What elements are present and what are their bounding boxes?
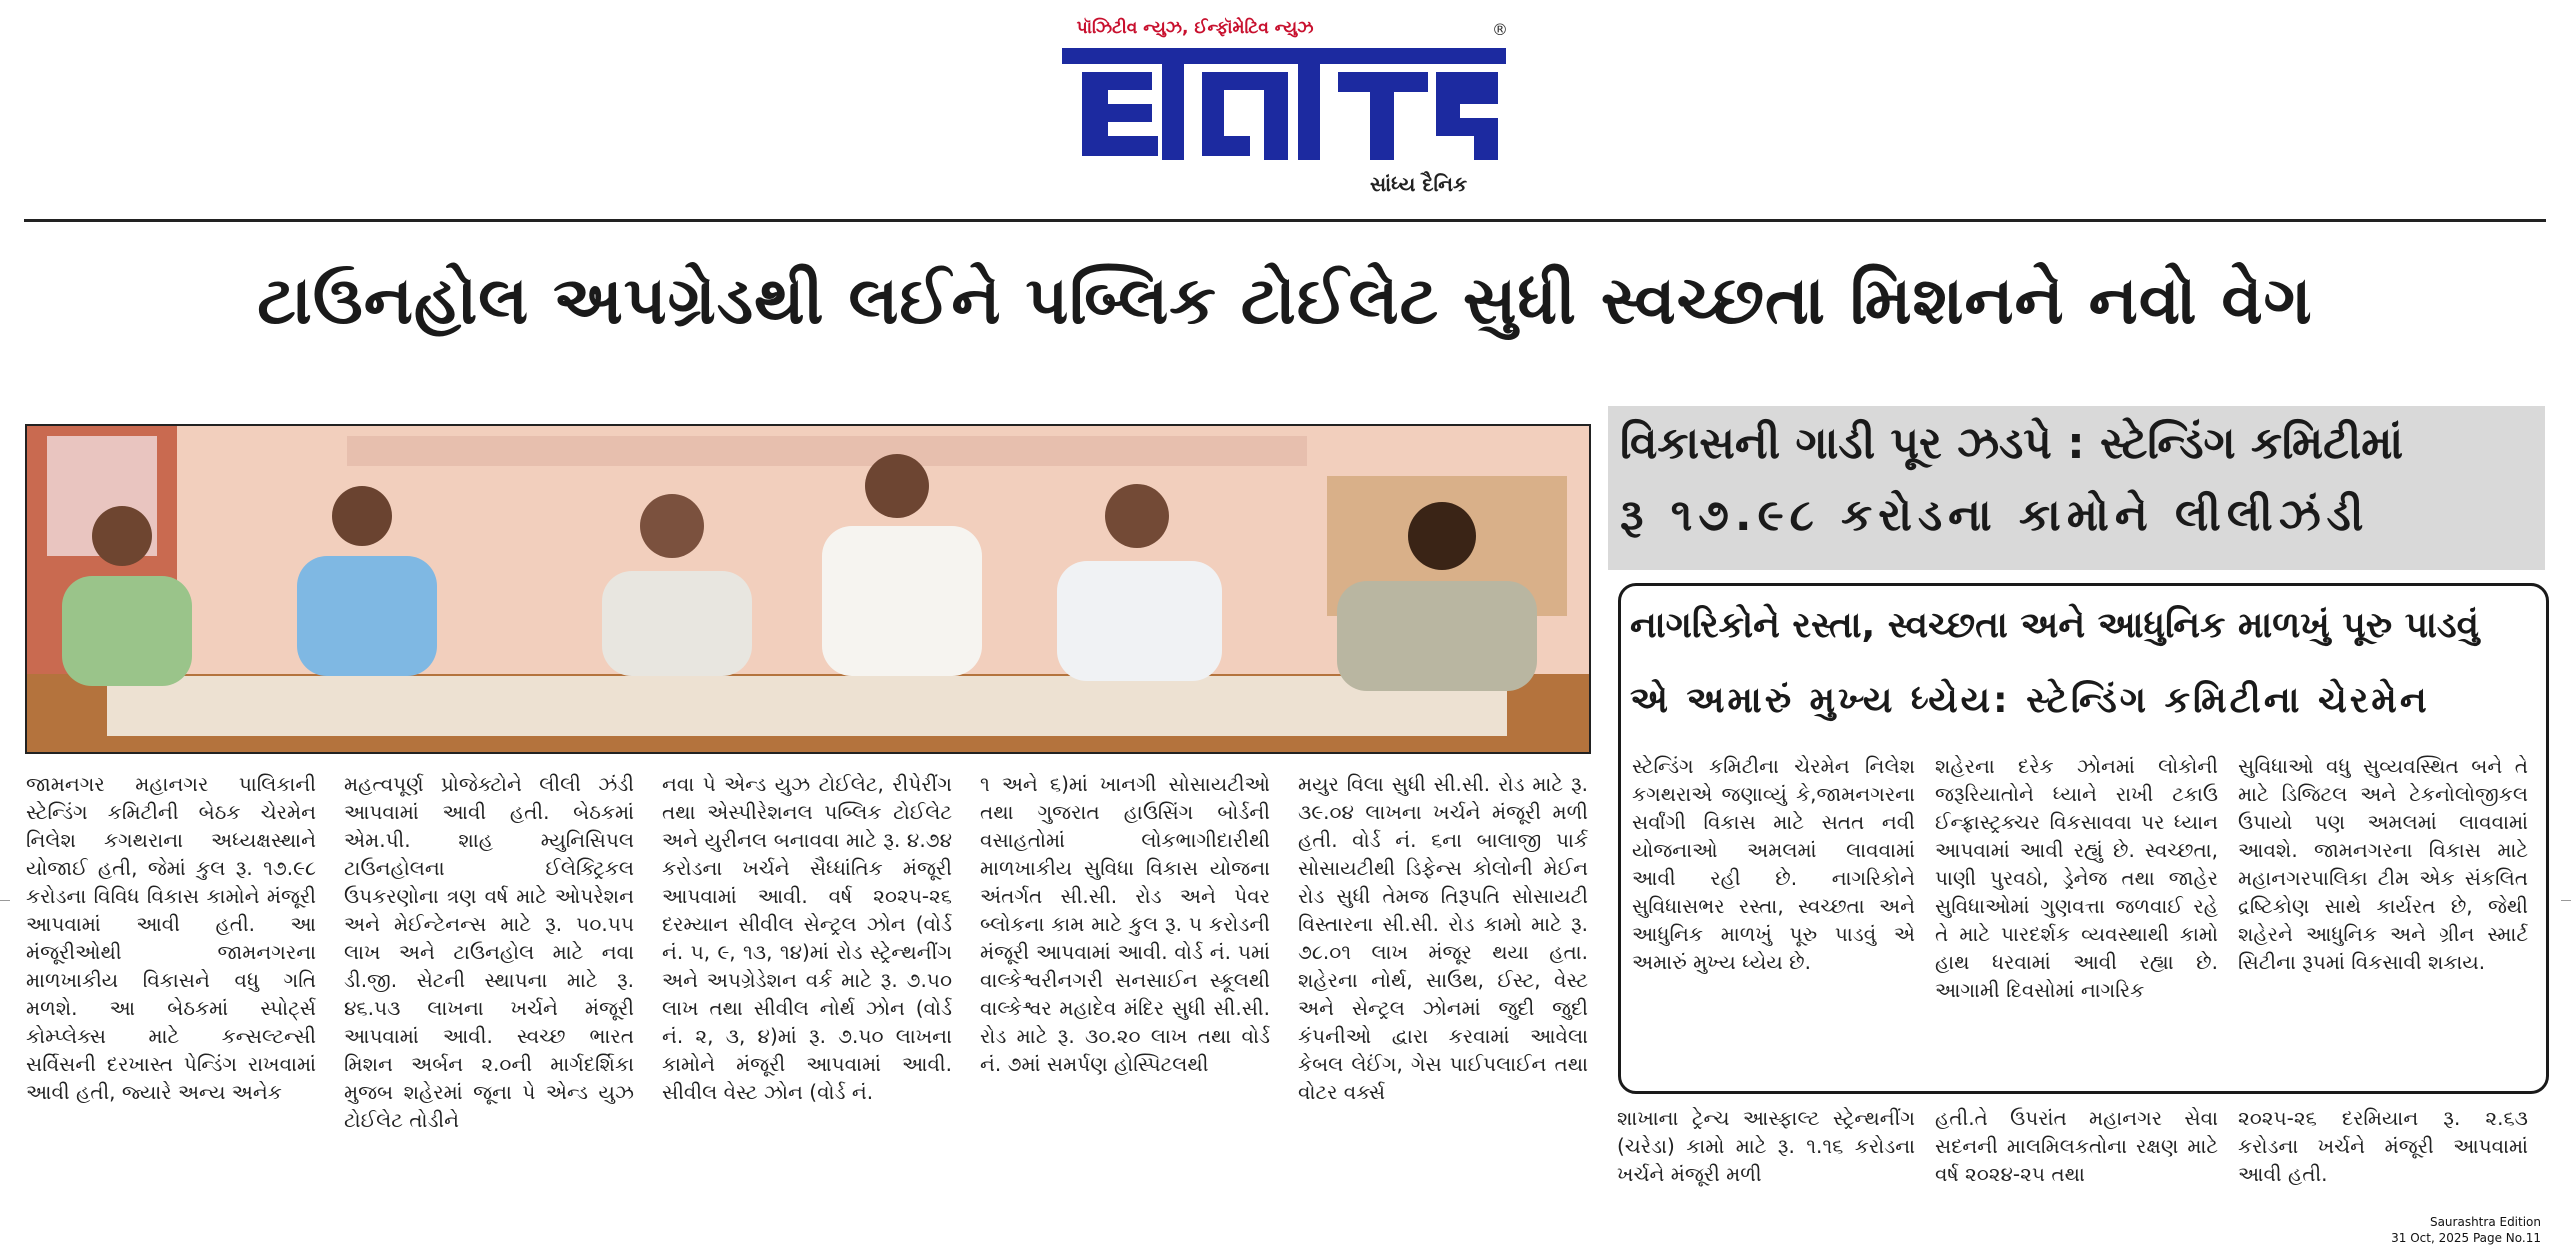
main-headline: ટાઉનહોલ અપગ્રેડથી લઈને પબ્લિક ટોઈલેટ સુધી સ્વચ્છતા મિશનને નવો વેગ <box>257 262 2313 339</box>
quote-line-2: એ અમારું મુખ્ય ધ્યેય: સ્ટેન્ડિંગ કમિટીના ચેરમેન <box>1630 680 2430 721</box>
article-column-1: જામનગર મહાનગર પાલિકાની સ્ટેન્ડિંગ કમિટીની બેઠક ચેરમેન નિલેશ કગથરાના અધ્યક્ષસ્થાને યોજાઈ હતી, જેમાં કુલ રૂ. ૧૭.૯૮ કરોડના વિવિધ વિકાસ કામોને મંજૂરી આપવામાં આવી હતી. આ મંજૂરીઓથી જામનગરના માળખાકીય વિકાસને વધુ ગતિ મળશે. આ બેઠકમાં સ્પોર્ટ્સ કોમ્પ્લેક્સ માટે કન્સલ્ટન્સી સર્વિસની દરખાસ્ત પેન્ડિંગ રાખવામાં આવી હતી, જ્યારે અન્ય અનેક <box>26 772 316 1104</box>
edition-label: Saurashtra Edition <box>2429 1215 2541 1229</box>
subheadline-line-2: રૂ ૧૭.૯૮ કરોડના કામોને લીલીઝંડી <box>1620 490 2370 541</box>
continuation-column-3: ૨૦૨૫-૨૬ દરમિયાન રૂ. ૨.૬૩ કરોડના ખર્ચને મંજૂરી આપવામાં આવી હતી. <box>2238 1106 2528 1186</box>
abtak-logo <box>1062 42 1506 160</box>
continuation-column-1: શાખાના ટ્રેન્ચ આસ્ફાલ્ટ સ્ટ્રેન્થનીંગ (ચરેડા) કામો માટે રૂ. ૧.૧૬ કરોડના ખર્ચને મંજૂરી મળી <box>1617 1106 1915 1186</box>
margin-mark-right <box>2561 900 2571 901</box>
quote-line-1: નાગરિકોને રસ્તા, સ્વચ્છતા અને આધુનિક માળખું પૂરુ પાડવું <box>1630 605 2480 646</box>
sub-brand: સાંધ્ય દૈનિક <box>1370 172 1468 196</box>
subheadline-line-1: વિકાસની ગાડી પૂર ઝડપે : સ્ટેન્ડિંગ કમિટીમાં <box>1620 418 2404 469</box>
meeting-photo <box>25 424 1591 754</box>
article-column-4: ૧ અને ૬)માં ખાનગી સોસાયટીઓ તથા ગુજરાત હાઉસિંગ બોર્ડની વસાહતોમાં લોકભાગીદારીથી માળખાકીય સુવિધા વિકાસ યોજના અંતર્ગત સી.સી. રોડ અને પેવર બ્લોકના કામ માટે કુલ રૂ. ૫ કરોડની મંજૂરી આપવામાં આવી. વોર્ડ નં. ૫માં વાલ્કેશ્વરીનગરી સનસાઈન સ્કૂલથી વાલ્કેશ્વર મહાદેવ મંદિર સુધી સી.સી. રોડ માટે રૂ. ૩૦.૨૦ લાખ તથા વોર્ડ નં. ૭માં સમર્પણ હોસ્પિટલથી <box>980 772 1270 1076</box>
quote-column-1: સ્ટેન્ડિંગ કમિટીના ચેરમેન નિલેશ કગથરાએ જણાવ્યું કે,જામનગરના સર્વાંગી વિકાસ માટે સતત નવી યોજનાઓ અમલમાં લાવવામાં આવી રહી છે. નાગરિકોને સુવિધાસભર રસ્તા, સ્વચ્છતા અને આધુનિક માળખું પૂરુ પાડવું એ અમારું મુખ્ય ધ્યેય છે. <box>1632 754 1915 974</box>
registered-mark: ® <box>1492 20 1508 39</box>
page-footer <box>2391 1214 2541 1246</box>
masthead-tagline: પૉઝિટીવ ન્યુઝ, ઈન્ફૉમેટિવ ન્યુઝ <box>1076 18 1314 38</box>
continuation-column-2: હતી.તે ઉપરાંત મહાનગર સેવા સદનની માલમિલકતોના રક્ષણ માટે વર્ષ ૨૦૨૪-૨૫ તથા <box>1935 1106 2218 1186</box>
article-column-5: મયુર વિલા સુધી સી.સી. રોડ માટે રૂ. ૩૯.૦૪ લાખના ખર્ચને મંજૂરી મળી હતી. વોર્ડ નં. ૬ના બાલાજી પાર્ક સોસાયટીથી ડિફેન્સ કોલોની મેઈન રોડ સુધી તેમજ તિરૂપતિ સોસાયટી વિસ્તારના સી.સી. રોડ કામો માટે રૂ. ૭૮.૦૧ લાખ મંજૂર થયા હતા. શહેરના નોર્થ, સાઉથ, ઈસ્ટ, વેસ્ટ અને સેન્ટ્રલ ઝોનમાં જુદી જુદી કંપનીઓ દ્વારા કરવામાં આવેલા કેબલ લેઈંગ, ગેસ પાઈપલાઈન તથા વોટર વર્ક્સ <box>1298 772 1588 1104</box>
margin-mark-left <box>0 900 10 901</box>
article-column-3: નવા પે એન્ડ યુઝ ટોઈલેટ, રીપેરીંગ તથા એસ્પીરેશનલ પબ્લિક ટોઈલેટ અને યુરીનલ બનાવવા માટે રૂ. ૪.૭૪ કરોડના ખર્ચને સૈધ્ધાંતિક મંજૂરી આપવામાં આવી. વર્ષ ૨૦૨૫-૨૬ દરમ્યાન સીવીલ સેન્ટ્રલ ઝોન (વોર્ડ નં. ૫, ૯, ૧૩, ૧૪)માં રોડ સ્ટ્રેન્થનીંગ અને અપગ્રેડેશન વર્ક માટે રૂ. ૭.૫૦ લાખ તથા સીવીલ નોર્થ ઝોન (વોર્ડ નં. ૨, ૩, ૪)માં રૂ. ૭.૫૦ લાખના કામોને મંજૂરી આપવામાં આવી. સીવીલ વેસ્ટ ઝોન (વોર્ડ નં. <box>662 772 952 1104</box>
meeting-photo-illustration <box>27 426 1589 752</box>
quote-column-2: શહેરના દરેક ઝોનમાં લોકોની જરૂરિયાતોને ધ્યાને રાખી ટકાઉ ઈન્ફ્રાસ્ટ્રક્ચર વિકસાવવા પર ધ્યાન આપવામાં આવી રહ્યું છે. સ્વચ્છતા, પાણી પુરવઠો, ડ્રેનેજ તથા જાહેર સુવિધાઓમાં ગુણવત્તા જળવાઈ રહે તે માટે પારદર્શક વ્યવસ્થાથી કામો હાથ ધરવામાં આવી રહ્યા છે. આગામી દિવસોમાં નાગરિક <box>1935 754 2218 1002</box>
masthead-rule <box>24 219 2546 222</box>
date-page-label: 31 Oct, 2025 Page No.11 <box>2391 1231 2541 1245</box>
article-column-2: મહત્વપૂર્ણ પ્રોજેક્ટોને લીલી ઝંડી આપવામાં આવી હતી. બેઠકમાં એમ.પી. શાહ મ્યુનિસિપલ ટાઉનહોલના ઈલેક્ટ્રિકલ ઉપકરણોના ત્રણ વર્ષ માટે ઓપરેશન અને મેઈન્ટેનન્સ માટે રૂ. ૫૦.૫૫ લાખ અને ટાઉનહોલ માટે નવા ડી.જી. સેટની સ્થાપના માટે રૂ. ૪૬.૫૩ લાખના ખર્ચને મંજૂરી આપવામાં આવી. સ્વચ્છ ભારત મિશન અર્બન ૨.૦ની માર્ગદર્શિકા મુજબ શહેરમાં જૂના પે એન્ડ યુઝ ટોઈલેટ તોડીને <box>344 772 634 1132</box>
quote-column-3: સુવિધાઓ વધુ સુવ્યવસ્થિત બને તે માટે ડિજિટલ અને ટેકનોલોજીકલ ઉપાયો પણ અમલમાં લાવવામાં આવશે. જામનગરના વિકાસ માટે મહાનગરપાલિકા ટીમ એક સંકલિત દ્રષ્ટિકોણ સાથે કાર્યરત છે, જેથી શહેરને આધુનિક અને ગ્રીન સ્માર્ટ સિટીના રૂપમાં વિકસાવી શકાય. <box>2238 754 2528 974</box>
